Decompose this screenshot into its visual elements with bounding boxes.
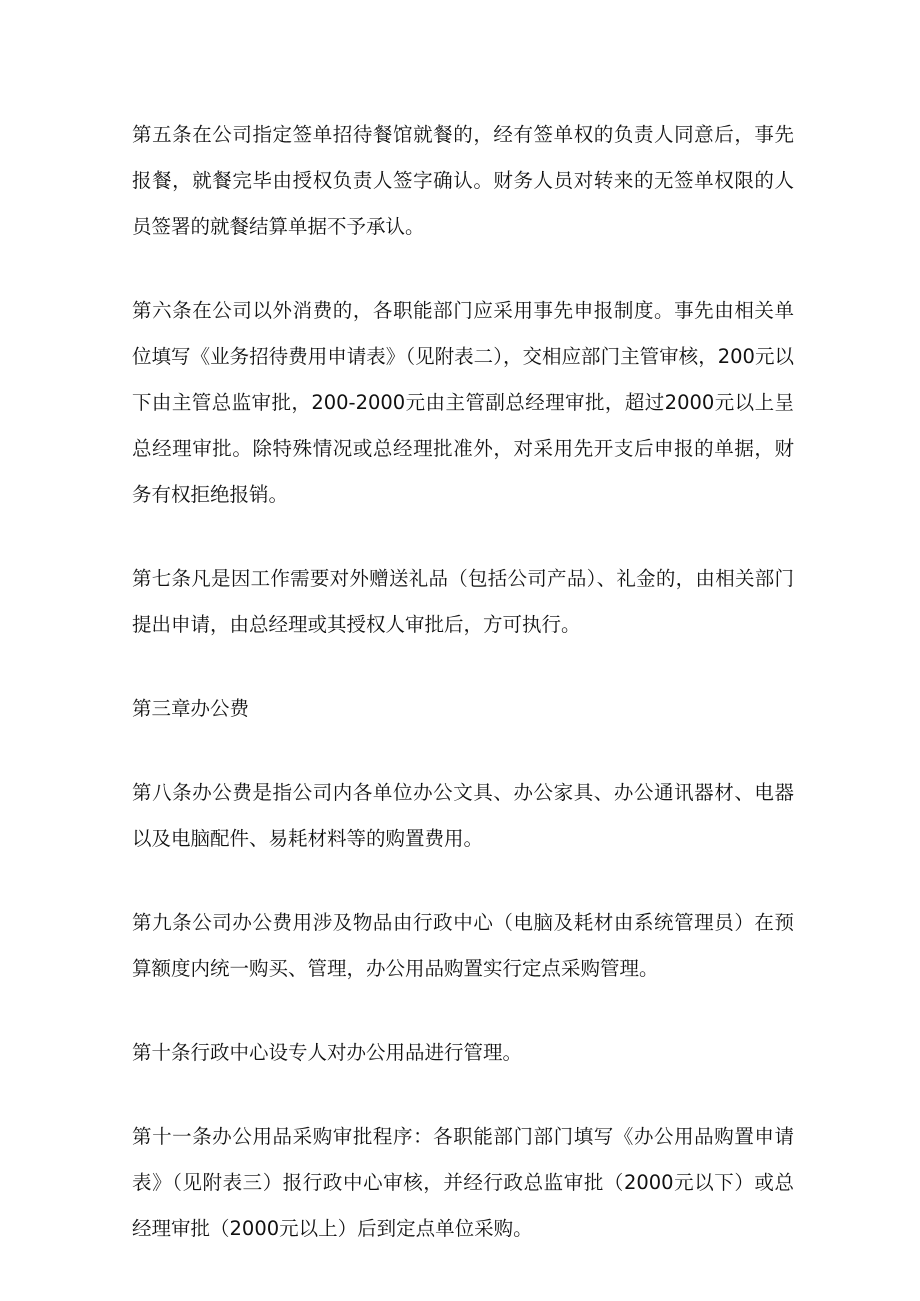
article-10-paragraph: 第十条行政中心设专人对办公用品进行管理。 bbox=[132, 1041, 523, 1064]
article-9-paragraph: 第九条公司办公费用涉及物品由行政中心（电脑及耗材由系统管理员）在预算额度内统一购买、管理，办公用品购置实行定点采购管理。 bbox=[132, 911, 794, 980]
article-6-paragraph: 第六条在公司以外消费的，各职能部门应采用事先申报制度。事先由相关单位填写《业务招待费用申请表》（见附表二），交相应部门主管审核，200元以下由主管总监审批，200-2000元由主管副总经理审批，超过2000元以上呈总经理审批。除特殊情况或总经理批准外，对采用先开支后申报的单据，财务有权拒绝报销。 bbox=[132, 299, 794, 506]
article-7-paragraph: 第七条凡是因工作需要对外赠送礼品（包括公司产品）、礼金的，由相关部门提出申请，由总经理或其授权人审批后，方可执行。 bbox=[132, 567, 794, 636]
article-5-paragraph: 第五条在公司指定签单招待餐馆就餐的，经有签单权的负责人同意后，事先报餐，就餐完毕由授权负责人签字确认。财务人员对转来的无签单权限的人员签署的就餐结算单据不予承认。 bbox=[132, 123, 794, 238]
article-11-paragraph: 第十一条办公用品采购审批程序：各职能部门部门填写《办公用品购置申请表》（见附表三）报行政中心审核，并经行政总监审批（2000元以下）或总经理审批（2000元以上）后到定点单位采购。 bbox=[132, 1125, 794, 1240]
article-8-paragraph: 第八条办公费是指公司内各单位办公文具、办公家具、办公通讯器材、电器以及电脑配件、易耗材料等的购置费用。 bbox=[132, 781, 794, 850]
chapter-3-heading: 第三章办公费 bbox=[132, 697, 250, 720]
